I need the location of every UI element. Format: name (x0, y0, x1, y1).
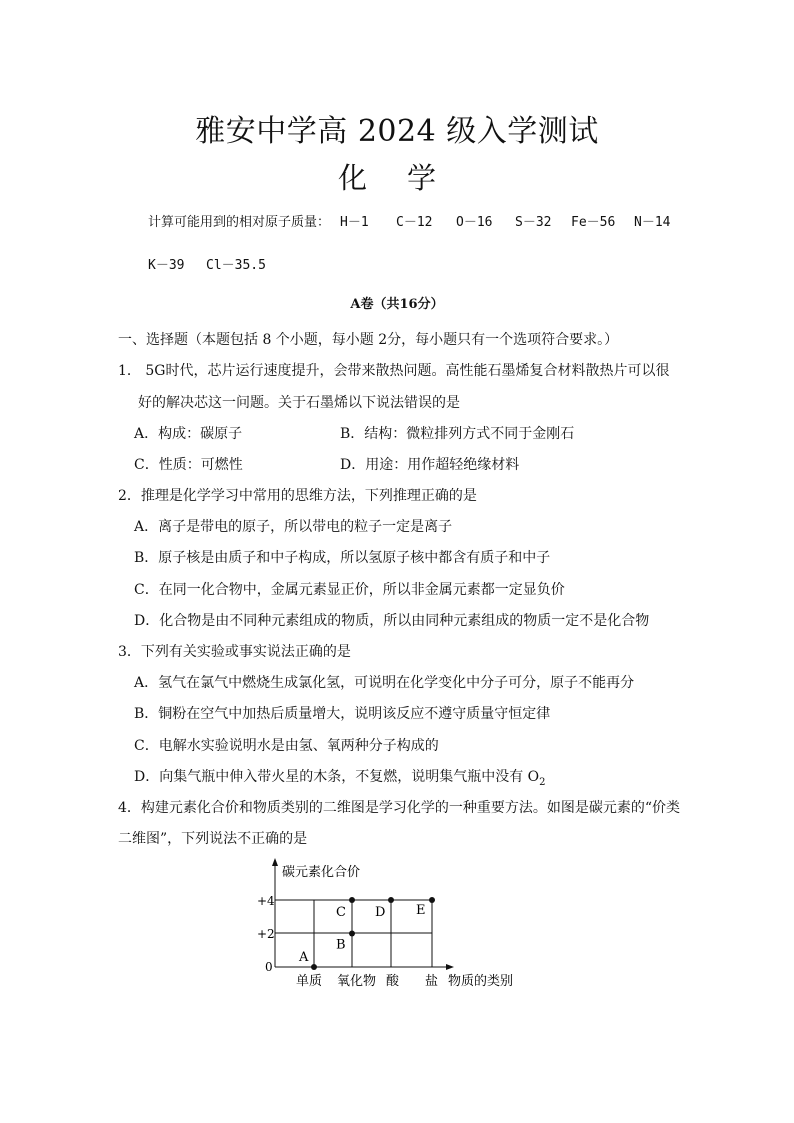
q1-stem-line2: 好的解决芯这一问题。关于石墨烯以下说法错误的是 (138, 395, 460, 411)
q1-option-b: B．结构：微粒排列方式不同于金刚石 (340, 426, 575, 442)
q2-option-b: B．原子核是由质子和中子构成，所以氢原子核中都含有质子和中子 (134, 550, 551, 566)
q2-option-a: A．离子是带电的原子，所以带电的粒子一定是离子 (134, 519, 453, 535)
atomic-mass-c: C－12 (396, 215, 433, 230)
point-label-c: C (336, 905, 346, 920)
point-label-a: A (299, 950, 309, 965)
x-category-oxide: 氧化物 (337, 974, 377, 989)
q4-stem-line2: 二维图”，下列说法不正确的是 (118, 831, 308, 847)
point-label-d: D (375, 905, 386, 920)
x-axis-label: 物质的类别 (448, 974, 514, 989)
y-tick-zero: 0 (265, 960, 273, 974)
x-axis-arrow (446, 964, 454, 970)
q1-stem-line1: 1． 5G时代，芯片运行速度提升，会带来散热问题。高性能石墨烯复合材料散热片可以很 (118, 363, 670, 379)
q2-stem: 2．推理是化学学习中常用的思维方法，下列推理正确的是 (118, 488, 477, 504)
y-tick-plus2: +2 (257, 927, 275, 941)
atomic-mass-cl: Cl－35.5 (206, 258, 266, 273)
q3-option-a: A．氢气在氯气中燃烧生成氯化氢，可说明在化学变化中分子可分，原子不能再分 (134, 675, 635, 691)
atomic-mass-h: H－1 (340, 215, 369, 230)
atomic-mass-label: 计算可能用到的相对原子质量： (148, 215, 331, 230)
q3-option-c: C．电解水实验说明水是由氢、氧两种分子构成的 (134, 738, 439, 754)
q3-option-d-text: D．向集气瓶中伸入带火星的木条，不复燃，说明集气瓶中没有 O (134, 769, 540, 785)
y-axis-arrow (272, 858, 278, 866)
atomic-mass-o: O－16 (456, 215, 493, 230)
q1-option-d: D．用途：用作超轻绝缘材料 (340, 457, 520, 473)
atomic-mass-k: K－39 (148, 258, 185, 273)
q1-option-a: A．构成：碳原子 (134, 426, 243, 442)
section-title: A卷（共16分） (350, 297, 444, 312)
q4-stem-line1: 4．构建元素化合价和物质类别的二维图是学习化学的一种重要方法。如图是碳元素的“价类 (118, 800, 681, 816)
x-category-element: 单质 (296, 974, 323, 989)
q2-option-c: C．在同一化合物中，金属元素显正价，所以非金属元素都一定显负价 (134, 582, 565, 598)
point-label-b: B (336, 937, 346, 953)
exam-title: 雅安中学高 2024 级入学测试 (195, 114, 599, 149)
point-a (311, 964, 317, 970)
point-e (429, 897, 435, 903)
subject-title: 化学 (337, 161, 476, 195)
point-b (349, 931, 355, 937)
x-category-salt: 盐 (425, 974, 439, 989)
y-axis-label: 碳元素化合价 (282, 865, 361, 880)
atomic-mass-fe: Fe－56 (571, 215, 616, 230)
point-c (349, 897, 355, 903)
atomic-mass-s: S－32 (515, 215, 552, 230)
x-category-acid: 酸 (386, 974, 400, 989)
q3-stem: 3．下列有关实验或事实说法正确的是 (118, 644, 351, 660)
y-tick-plus4: +4 (257, 894, 275, 908)
point-d (388, 897, 394, 903)
atomic-mass-n: N－14 (634, 215, 671, 230)
q2-option-d: D．化合物是由不同种元素组成的物质，所以由同种元素组成的物质一定不是化合物 (134, 613, 650, 629)
section-instruction: 一、选择题（本题包括 8 个小题，每小题 2分，每小题只有一个选项符合要求。） (118, 332, 619, 348)
q3-option-d-subscript: 2 (539, 776, 546, 788)
q3-option-b: B．铜粉在空气中加热后质量增大，说明该反应不遵守质量守恒定律 (134, 706, 551, 722)
point-label-e: E (416, 903, 426, 918)
q1-option-c: C．性质：可燃性 (134, 457, 243, 473)
